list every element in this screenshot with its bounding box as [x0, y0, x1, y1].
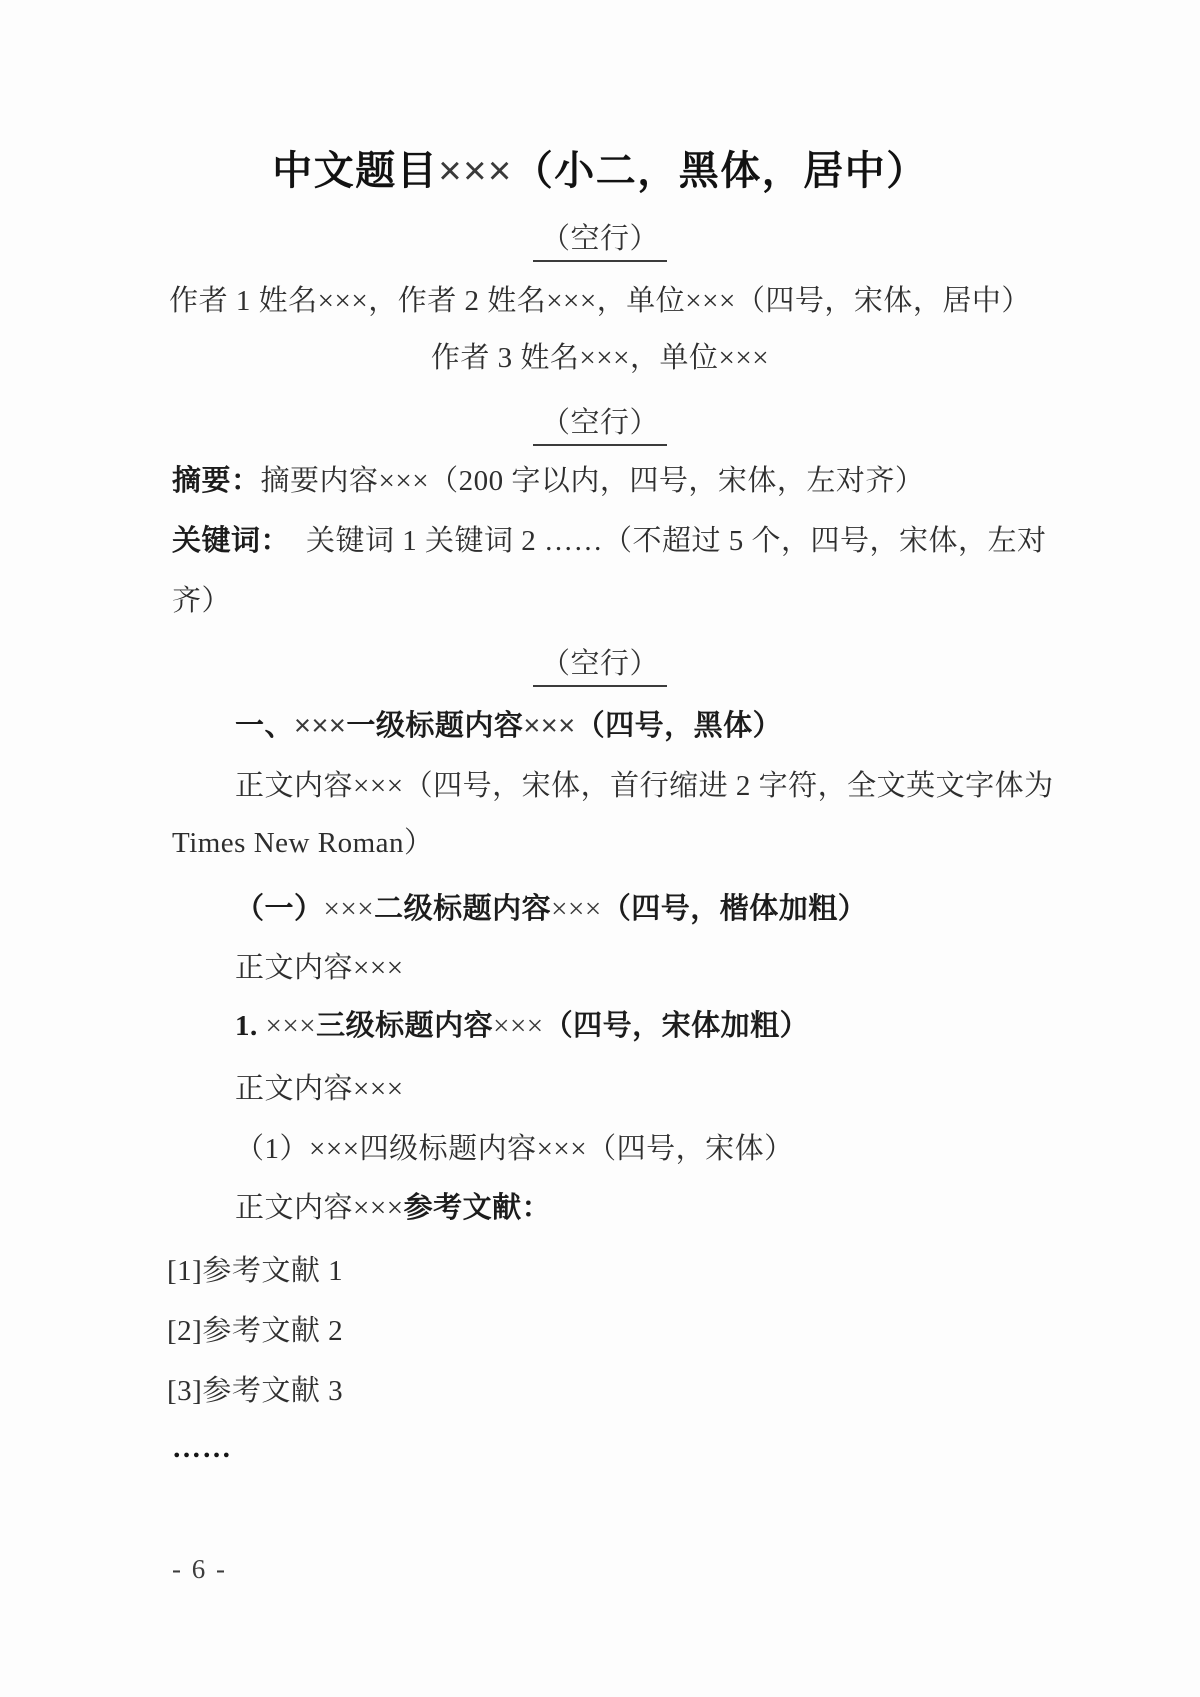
body-text-2 [235, 950, 404, 986]
blank-line-marker-2 [0, 405, 1200, 446]
keywords-line-1 [172, 523, 1047, 559]
references-label: 参考文献： [403, 1192, 552, 1224]
paper-title-format-note: （小二，黑体，居中） [512, 149, 928, 193]
heading-level-1 [235, 708, 782, 744]
reference-item-3 [167, 1373, 343, 1409]
reference-item-3-text: [3]参考文献 3 [167, 1375, 344, 1407]
paper-title-text: 中文题目 [272, 149, 439, 193]
abstract-label: 摘要： [172, 465, 261, 497]
blank-line-label: （空行） [533, 646, 667, 687]
body-text-3-text: 正文内容××× [235, 1073, 404, 1105]
heading1-placeholder-x1: ××× [294, 710, 347, 742]
abstract-line [172, 463, 924, 499]
blank-line-marker-1 [0, 221, 1200, 262]
body-text-3 [235, 1071, 404, 1107]
heading3-text: 三级标题内容 [316, 1010, 494, 1042]
authors-line-2-text: 作者 3 姓名×××，单位××× [430, 342, 770, 374]
heading1-format-note: （四号，黑体） [575, 710, 783, 742]
body-text-2-text: 正文内容××× [235, 952, 404, 984]
heading-level-4 [235, 1131, 794, 1167]
heading3-format-note: （四号，宋体加粗） [543, 1010, 810, 1042]
page-number [172, 1551, 227, 1587]
heading2-numbering: （一） [235, 893, 324, 925]
blank-line-label: （空行） [533, 405, 667, 446]
authors-line-2 [0, 340, 1200, 376]
body-text-4-text: 正文内容××× [235, 1192, 404, 1224]
abstract-text: 摘要内容×××（200 字以内，四号，宋体，左对齐） [260, 465, 925, 497]
page-number-text: - 6 - [172, 1554, 227, 1584]
blank-line-marker-3 [0, 646, 1200, 687]
heading2-placeholder-x1: ××× [323, 893, 375, 925]
heading3-placeholder-x2: ××× [493, 1010, 544, 1042]
keywords-line-2 [172, 583, 231, 619]
reference-item-2-text: [2]参考文献 2 [167, 1315, 344, 1347]
heading-level-2 [235, 891, 867, 927]
keywords-text: 关键词 1 关键词 2 ……（不超过 5 个，四号，宋体，左对 [306, 525, 1047, 557]
heading1-numbering: 一、 [235, 710, 295, 742]
heading4-text: （1）×××四级标题内容×××（四号，宋体） [235, 1133, 794, 1165]
body-paragraph-line-2 [172, 825, 434, 861]
heading3-numbering: 1. [235, 1010, 266, 1042]
reference-item-1-text: [1]参考文献 1 [167, 1255, 344, 1287]
ellipsis-text: …… [172, 1432, 232, 1464]
ellipsis-line [172, 1430, 232, 1466]
paper-title-placeholder-x: ××× [438, 149, 513, 193]
authors-line-1-text: 作者 1 姓名×××，作者 2 姓名×××，单位×××（四号，宋体，居中） [169, 285, 1031, 317]
blank-line-label: （空行） [533, 221, 667, 262]
heading3-placeholder-x1: ××× [265, 1010, 317, 1042]
heading1-placeholder-x2: ××× [523, 710, 576, 742]
heading2-text: 二级标题内容 [374, 893, 552, 925]
heading2-placeholder-x2: ××× [551, 893, 602, 925]
authors-line-1 [0, 283, 1200, 319]
body-text-4 [235, 1190, 551, 1226]
paper-title [0, 147, 1200, 195]
reference-item-1 [167, 1253, 343, 1289]
body-paragraph-line-1 [235, 768, 1054, 804]
keywords-wrap-text: 齐） [172, 585, 232, 617]
heading2-format-note: （四号，楷体加粗） [601, 893, 868, 925]
times-new-roman-note: Times New Roman） [172, 827, 434, 859]
heading-level-3 [235, 1008, 809, 1044]
body-paragraph-line-1-text: 正文内容×××（四号，宋体，首行缩进 2 字符，全文英文字体为 [235, 770, 1054, 802]
heading1-text: 一级标题内容 [346, 710, 524, 742]
reference-item-2 [167, 1313, 343, 1349]
keywords-label: 关键词： [172, 525, 291, 557]
